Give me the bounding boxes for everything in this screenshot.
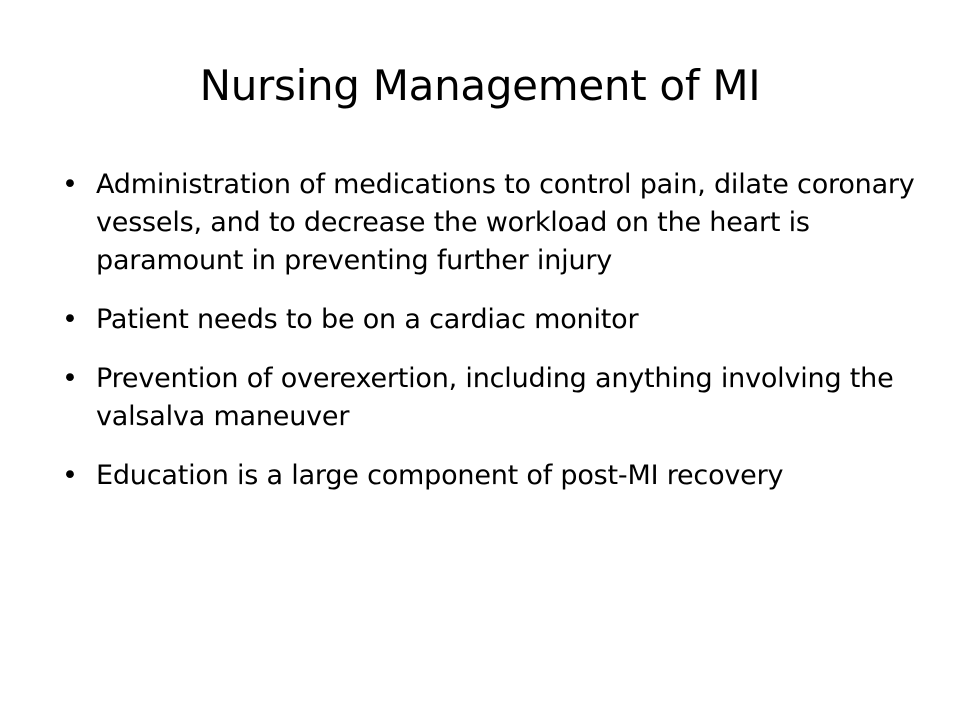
bullet-item-overexertion bbox=[56, 360, 916, 436]
bullet-item-cardiac-monitor bbox=[56, 301, 916, 339]
bullet-list bbox=[56, 166, 916, 516]
bullet-text: Patient needs to be on a cardiac monitor bbox=[96, 304, 639, 335]
bullet-text: Administration of medications to control pain, dilate coronary vessels, and to decrease the workload on the heart is paramount in preventing further injury bbox=[96, 169, 915, 276]
bullet-item-medications bbox=[56, 166, 916, 280]
bullet-dot-icon: • bbox=[62, 304, 78, 335]
slide-title: Nursing Management of MI bbox=[199, 61, 761, 110]
bullet-dot-icon: • bbox=[62, 363, 78, 394]
bullet-dot-icon: • bbox=[62, 169, 78, 200]
bullet-item-education bbox=[56, 457, 916, 495]
bullet-dot-icon: • bbox=[62, 460, 78, 491]
bullet-text: Education is a large component of post-MI recovery bbox=[96, 460, 784, 491]
bullet-text: Prevention of overexertion, including anything involving the valsalva maneuver bbox=[96, 363, 894, 432]
